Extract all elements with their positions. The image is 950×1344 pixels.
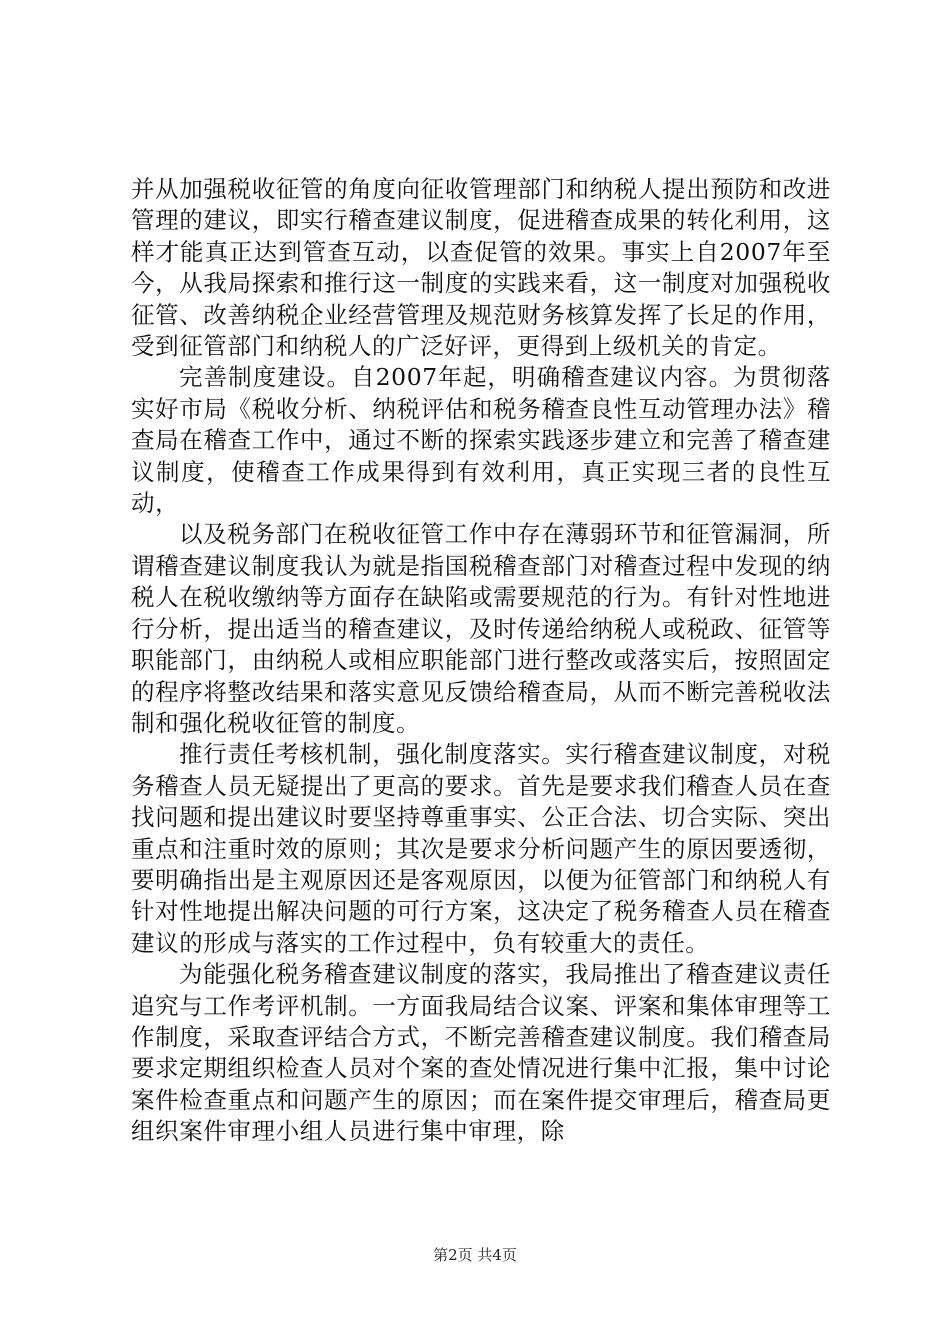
- page-number-footer: 第2页 共4页: [433, 1246, 517, 1264]
- paragraph-evaluation-mechanism: 为能强化税务稽查建议制度的落实，我局推出了稽查建议责任追究与工作考评机制。一方面我局结合议案、评案和集体审理等工作制度，采取查评结合方式，不断完善稽查建议制度。我们稽查局要求定期组织检查人员对个案的查处情况进行集中汇报，集中讨论案件检查重点和问题产生的原因；而在案件提交审理后，稽查局更组织案件审理小组人员进行集中审理，除: [131, 960, 831, 1146]
- paragraph-continuation: 并从加强税收征管的角度向征收管理部门和纳税人提出预防和改进管理的建议，即实行稽查建议制度，促进稽查成果的转化利用，这样才能真正达到管查互动，以查促管的效果。事实上自2007年至今，从我局探索和推行这一制度的实践来看，这一制度对加强税收征管、改善纳税企业经营管理及规范财务核算发挥了长足的作用，受到征管部门和纳税人的广泛好评，更得到上级机关的肯定。: [131, 175, 831, 361]
- document-body: [131, 174, 831, 1148]
- paragraph-responsibility: 推行责任考核机制，强化制度落实。实行稽查建议制度，对税务稽查人员无疑提出了更高的要求。首先是要求我们稽查人员在查找问题和提出建议时要坚持尊重事实、公正合法、切合实际、突出重点和注重时效的原则；其次是要求分析问题产生的原因要透彻，要明确指出是主观原因还是客观原因，以便为征管部门和纳税人有针对性地提出解决问题的可行方案，这决定了税务稽查人员在稽查建议的形成与落实的工作过程中，负有较重大的责任。: [131, 740, 831, 957]
- paragraph-definition: 以及税务部门在税收征管工作中存在薄弱环节和征管漏洞，所谓稽查建议制度我认为就是指国税稽查部门对稽查过程中发现的纳税人在税收缴纳等方面存在缺陷或需要规范的行为。有针对性地进行分析，提出适当的稽查建议，及时传递给纳税人或税政、征管等职能部门，由纳税人或相应职能部门进行整改或落实后，按照固定的程序将整改结果和落实意见反馈给稽查局，从而不断完善税收法制和强化税收征管的制度。: [131, 520, 831, 737]
- paragraph-system-building: 完善制度建设。自2007年起，明确稽查建议内容。为贯彻落实好市局《税收分析、纳税评估和税务稽查良性互动管理办法》稽查局在稽查工作中，通过不断的探索实践逐步建立和完善了稽查建议制度，使稽查工作成果得到有效利用，真正实现三者的良性互动，: [131, 363, 831, 518]
